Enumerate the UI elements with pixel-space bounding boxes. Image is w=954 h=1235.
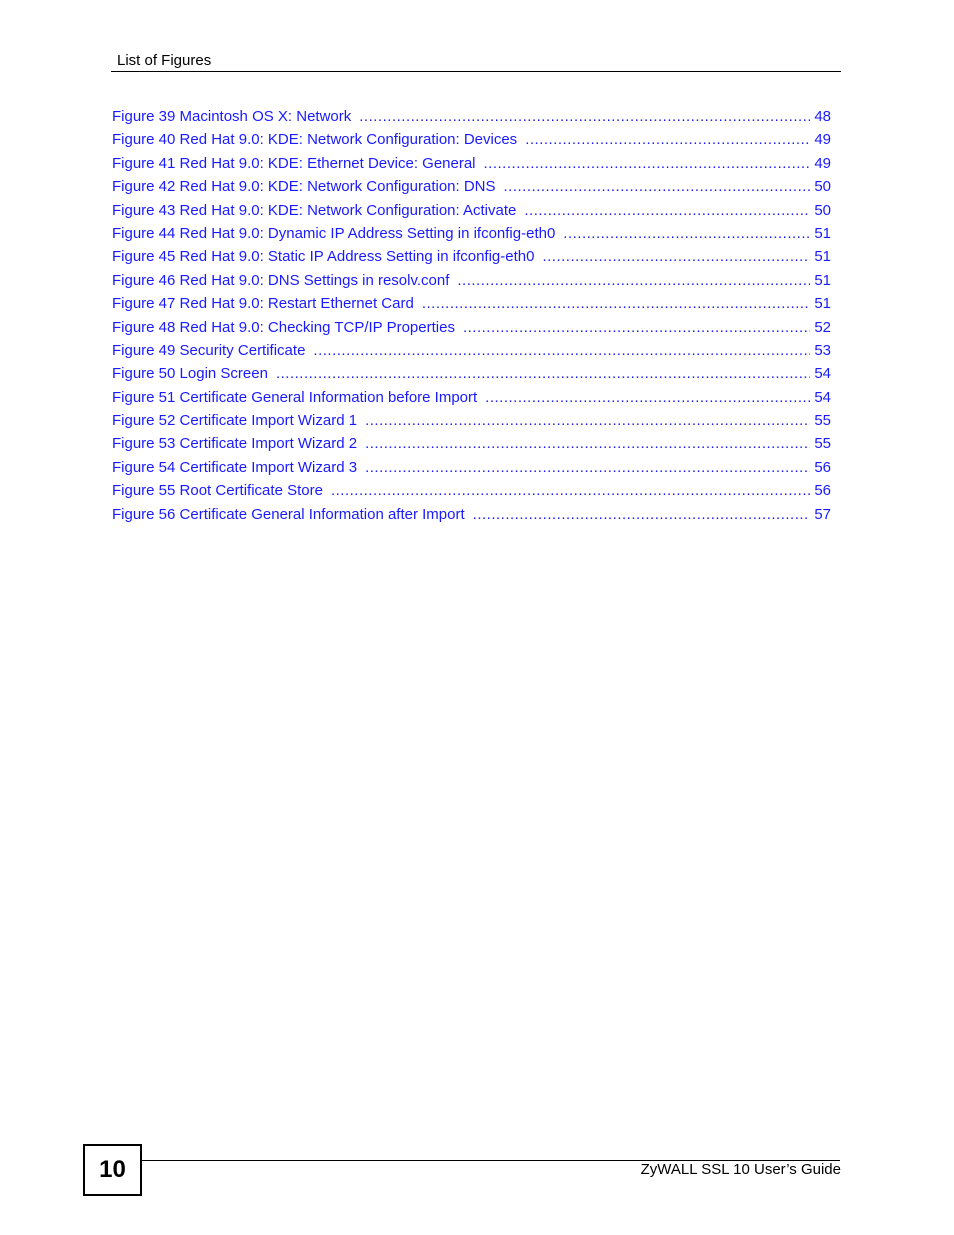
list-of-figures bbox=[112, 105, 831, 526]
toc-dot-leader bbox=[484, 152, 811, 175]
toc-dot-leader bbox=[422, 292, 810, 315]
toc-entry-label: Figure 47 Red Hat 9.0: Restart Ethernet Card bbox=[112, 295, 414, 313]
page-number: 10 bbox=[99, 1156, 126, 1183]
toc-dot-leader bbox=[313, 339, 810, 362]
toc-entry-label: Figure 41 Red Hat 9.0: KDE: Ethernet Device: General bbox=[112, 154, 476, 172]
toc-entry-page: 54 bbox=[814, 388, 831, 406]
toc-dot-leader bbox=[473, 503, 811, 526]
toc-dot-leader bbox=[457, 269, 810, 292]
toc-entry-page: 53 bbox=[814, 341, 831, 359]
toc-entry-label: Figure 54 Certificate Import Wizard 3 bbox=[112, 458, 358, 476]
toc-entry-label: Figure 42 Red Hat 9.0: KDE: Network Configuration: DNS bbox=[112, 178, 496, 196]
toc-entry-figure-53[interactable] bbox=[112, 432, 831, 455]
toc-dot-leader bbox=[359, 105, 810, 128]
toc-dot-leader bbox=[525, 128, 810, 151]
toc-dot-leader bbox=[485, 386, 810, 409]
toc-entry-figure-41[interactable] bbox=[112, 152, 831, 175]
footer-guide-title: ZyWALL SSL 10 User’s Guide bbox=[640, 1161, 841, 1178]
page-header-title: List of Figures bbox=[117, 52, 212, 69]
toc-entry-page: 57 bbox=[814, 505, 831, 523]
toc-dot-leader bbox=[365, 432, 810, 455]
toc-entry-figure-42[interactable] bbox=[112, 175, 831, 198]
toc-entry-figure-52[interactable] bbox=[112, 409, 831, 432]
page-number-box bbox=[83, 1144, 142, 1196]
toc-entry-page: 52 bbox=[814, 318, 831, 336]
toc-entry-page: 49 bbox=[814, 131, 831, 149]
toc-entry-page: 49 bbox=[814, 154, 831, 172]
toc-entry-label: Figure 50 Login Screen bbox=[112, 365, 268, 383]
toc-entry-page: 56 bbox=[814, 482, 831, 500]
toc-dot-leader bbox=[331, 479, 810, 502]
toc-entry-figure-39[interactable] bbox=[112, 105, 831, 128]
toc-entry-figure-44[interactable] bbox=[112, 222, 831, 245]
toc-entry-page: 50 bbox=[814, 201, 831, 219]
toc-dot-leader bbox=[542, 245, 810, 268]
toc-entry-figure-43[interactable] bbox=[112, 199, 831, 222]
toc-entry-page: 51 bbox=[814, 224, 831, 242]
toc-entry-page: 51 bbox=[814, 295, 831, 313]
toc-entry-label: Figure 56 Certificate General Information after Import bbox=[112, 505, 465, 523]
toc-entry-figure-51[interactable] bbox=[112, 386, 831, 409]
toc-dot-leader bbox=[504, 175, 811, 198]
toc-entry-figure-56[interactable] bbox=[112, 503, 831, 526]
toc-dot-leader bbox=[563, 222, 810, 245]
toc-entry-label: Figure 39 Macintosh OS X: Network bbox=[112, 108, 352, 125]
toc-entry-label: Figure 55 Root Certificate Store bbox=[112, 482, 323, 500]
toc-entry-page: 51 bbox=[814, 271, 831, 289]
toc-entry-label: Figure 49 Security Certificate bbox=[112, 341, 306, 359]
toc-entry-figure-50[interactable] bbox=[112, 362, 831, 385]
toc-entry-figure-46[interactable] bbox=[112, 269, 831, 292]
toc-entry-label: Figure 52 Certificate Import Wizard 1 bbox=[112, 412, 358, 430]
toc-entry-figure-40[interactable] bbox=[112, 128, 831, 151]
toc-dot-leader bbox=[365, 409, 810, 432]
toc-entry-label: Figure 40 Red Hat 9.0: KDE: Network Configuration: Devices bbox=[112, 131, 518, 149]
toc-entry-page: 51 bbox=[814, 248, 831, 266]
toc-entry-figure-48[interactable] bbox=[112, 316, 831, 339]
toc-entry-label: Figure 53 Certificate Import Wizard 2 bbox=[112, 435, 358, 453]
toc-entry-figure-45[interactable] bbox=[112, 245, 831, 268]
toc-entry-page: 54 bbox=[814, 365, 831, 383]
header-divider bbox=[111, 71, 841, 72]
toc-entry-figure-47[interactable] bbox=[112, 292, 831, 315]
toc-entry-page: 55 bbox=[814, 435, 831, 453]
toc-dot-leader bbox=[276, 362, 810, 385]
toc-entry-page: 56 bbox=[814, 458, 831, 476]
toc-entry-page: 50 bbox=[814, 178, 831, 196]
toc-dot-leader bbox=[463, 316, 810, 339]
toc-entry-page: 55 bbox=[814, 412, 831, 430]
toc-entry-label: Figure 44 Red Hat 9.0: Dynamic IP Address Setting in ifconfig-eth0 bbox=[112, 224, 556, 242]
toc-entry-figure-54[interactable] bbox=[112, 456, 831, 479]
toc-entry-label: Figure 51 Certificate General Information before Import bbox=[112, 388, 478, 406]
toc-entry-figure-55[interactable] bbox=[112, 479, 831, 502]
toc-dot-leader bbox=[524, 199, 810, 222]
toc-entry-figure-49[interactable] bbox=[112, 339, 831, 362]
toc-entry-page: 48 bbox=[814, 108, 831, 125]
toc-entry-label: Figure 45 Red Hat 9.0: Static IP Address Setting in ifconfig-eth0 bbox=[112, 248, 535, 266]
toc-entry-label: Figure 48 Red Hat 9.0: Checking TCP/IP Properties bbox=[112, 318, 455, 336]
toc-dot-leader bbox=[365, 456, 810, 479]
toc-entry-label: Figure 46 Red Hat 9.0: DNS Settings in resolv.conf bbox=[112, 271, 450, 289]
toc-entry-label: Figure 43 Red Hat 9.0: KDE: Network Configuration: Activate bbox=[112, 201, 517, 219]
